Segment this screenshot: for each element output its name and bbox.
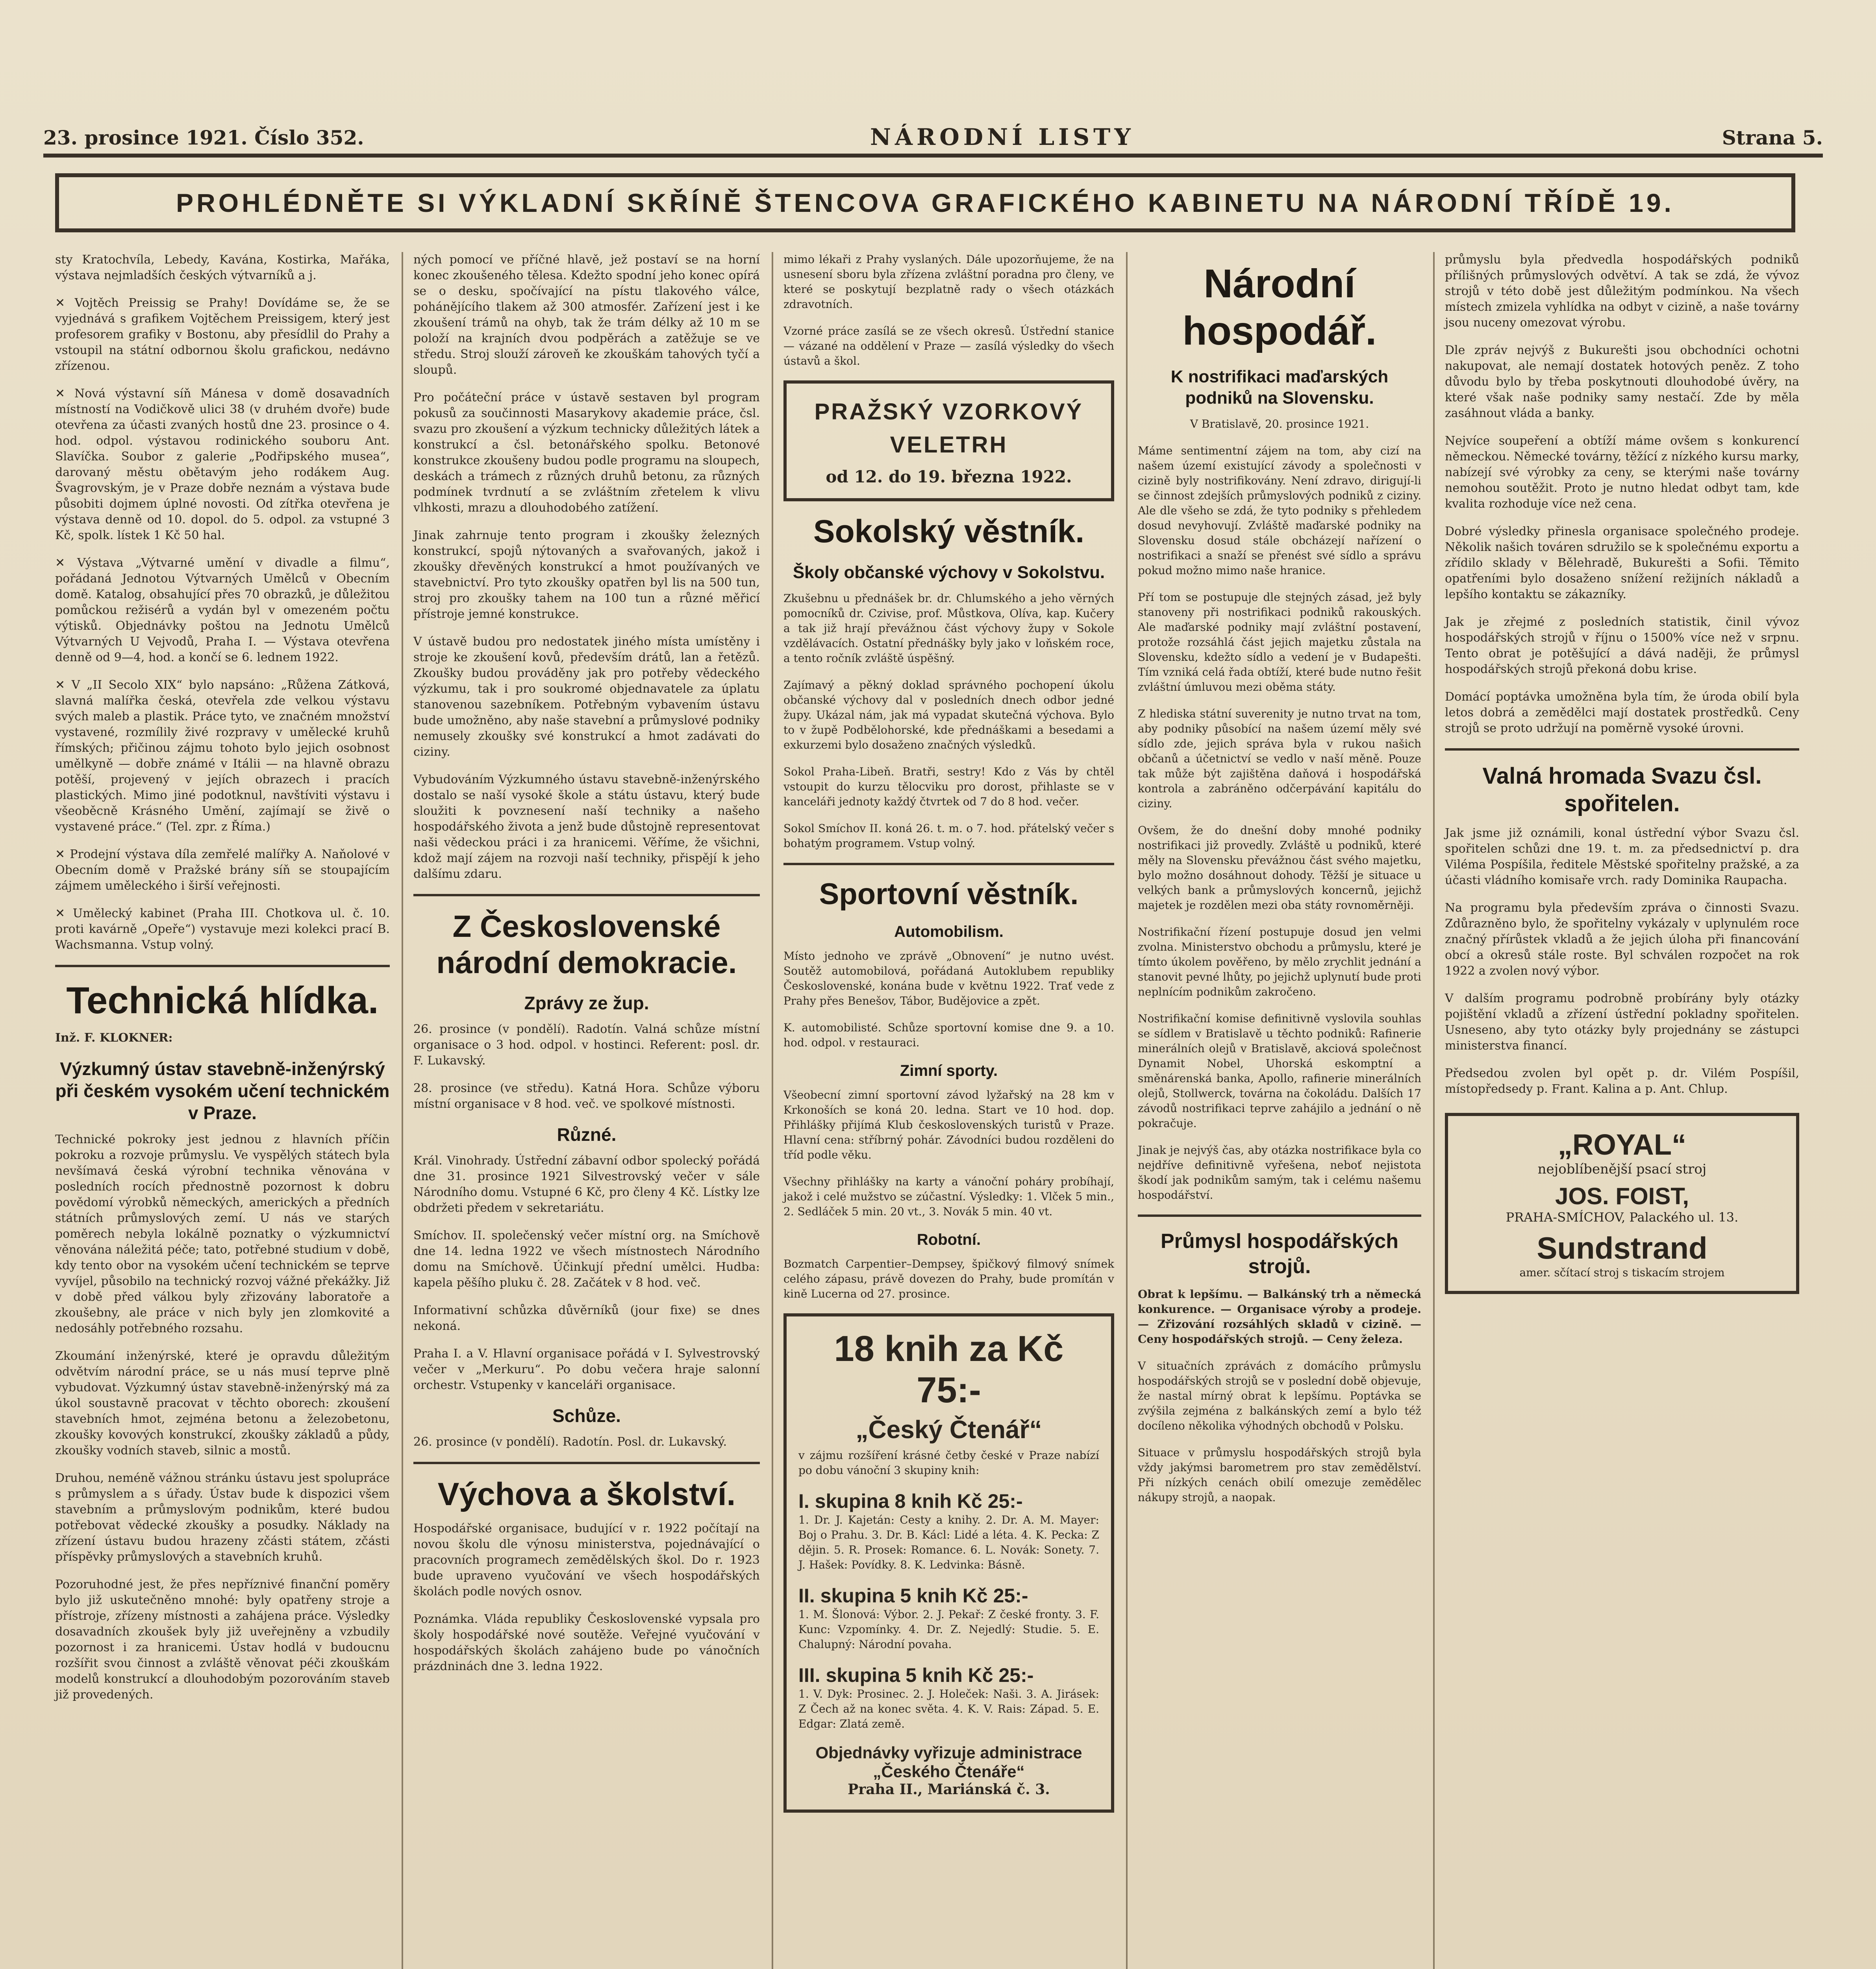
divider (413, 894, 760, 896)
section-heading: Z Československé národní demokracie. (436, 909, 737, 980)
advert-brand: Sundstrand (1537, 1231, 1707, 1265)
advert-text: amer. sčítací stroj s tiskacím strojem (1519, 1266, 1725, 1279)
advert-address: Praha II., Mariánská č. 3. (848, 1781, 1050, 1798)
divider (413, 1462, 760, 1464)
advert-footer: Objednávky vyřizuje administrace „Českého Čtenáře“ (815, 1743, 1082, 1781)
divider (55, 965, 390, 967)
book-list: 1. V. Dyk: Prosinec. 2. J. Holeček: Naši. 3. A. Jirásek: Z Čech až na konec světa. 4. K. V. Rais: Západ. 5. E. Edgar: Zlatá země. (798, 1687, 1099, 1730)
article-subheading: K nostrifikaci maďarských podniků na Slovensku. (1170, 367, 1389, 408)
column-rule (1126, 252, 1128, 1969)
article-text: Jinak zahrnuje tento program i zkoušky železných konstrukcí, spojů nýtovaných a svařovaných, jakož i zkoušky dřevěných konstrukcí a hmot používaných ve stavebnictví. Pro tyto zkoušky opatřen byl lis na 500 tun, stroj pro zkoušky tahem na 100 tun a různé měřicí přístroje jemné konstrukce. (413, 528, 760, 621)
article-subheading: Valná hromada Svazu čsl. spořitelen. (1482, 763, 1762, 816)
article-text: Z hlediska státní suverenity je nutno trvat na tom, aby podniky působící na našem území měly své sídlo zde, jejich správa byla v rukou našich občanů a účetnictví se vedlo v naší měně. Pouze tak může být zajištěna daňová i hospodářská kontrola a zabráněno odčerpávání kapitálu do ciziny. (1138, 707, 1421, 810)
subheading: Různé. (557, 1124, 617, 1145)
article-text: Zkušebnu u přednášek br. dr. Chlumského a jeho věrných pomocníků dr. Czivise, prof. Můstkova, Olíva, kap. Kučery a tak již hrají převážnou část výchovy župy v Sokole vzdělávacích. Ostatní přednášky byly jako v loňském roce, a tento ročník zvláště úspěšný. (783, 592, 1114, 665)
section-heading: Sokolský věstník. (813, 514, 1085, 549)
article-text: Hospodářské organisace, budující v r. 1922 počítají na novou školu dle výnosu ministerstva, pojednávající o pracovních programech zemědělských škol. Do r. 1923 bude upraveno vyučování ve všech hospodářských školách podle nových osnov. (413, 1522, 760, 1598)
article-text: Všeobecní zimní sportovní závod lyžařský na 28 km v Krkonoších se koná 20. ledna. Start ve 10 hod. dop. Přihlášky přijímá Klub československých turistů v Praze. Hlavní cena: stříbrný pohár. Závodníci budou rozděleni do tříd podle věku. (783, 1088, 1114, 1161)
article-text: Na programu byla především zpráva o činnosti Svazu. Zdůrazněno bylo, že spořitelny vykázaly v uplynulém roce značný přírůstek vkladů a že jejich úloha při financování obcí a okresů stále roste. Byl schválen rozpočet na rok 1922 a zvolen nový výbor. (1445, 901, 1799, 978)
article-text: Král. Vinohrady. Ústřední zábavní odbor spolecký pořádá dne 31. prosince 1921 Silvestrovský večer v sále Národního domu. Vstupné 6 Kč, pro členy 4 Kč. Lístky lze obdržeti předem v sekretariátu. (413, 1154, 760, 1215)
article-text: ✕ Nová výstavní síň Mánesa v domě dosavadních místností na Vodičkově ulici 38 (v druhém dvoře) bude otevřena za účasti zvaných hostů dne 23. prosince o 4. hod. odpol. výstavou rodinického souboru Ant. Slavíčka. Soubor z galerie „Podřipského musea“, darovaný městu obětavým jeho rodákem Aug. Švagrovským, je v Praze dobře neznám a výstava bude působiti dojmem úplné novosti. Od zítřka otevřena je výstava denně od 10. dopol. do 5. odpol. za vstupné 3 Kč, spolk. lístek 1 Kč 50 hal. (55, 387, 390, 542)
divider (783, 863, 1114, 865)
article-text: Domácí poptávka umožněna byla tím, že úroda obilí byla letos dobrá a zemědělci mají dostatek prostředků. Ceny strojů se proto udržují na poměrně vysoké úrovni. (1445, 690, 1799, 735)
top-advert-banner: PROHLÉDNĚTE SI VÝKLADNÍ SKŘÍNĚ ŠTENCOVA GRAFICKÉHO KABINETU NA NÁRODNÍ TŘÍDĚ 19. (55, 173, 1795, 232)
article-text: Informativní schůzka důvěrníků (jour fixe) se dnes nekoná. (413, 1303, 760, 1333)
article-text: Situace v průmyslu hospodářských strojů byla vždy jakýmsi barometrem pro stav zemědělství. Při nízkých cenách obilí omezuje zemědělec nákupy strojů, a naopak. (1138, 1446, 1421, 1504)
article-text: Všechny přihlášky na karty a vánoční poháry probíhají, jakož i celé mužstvo se zúčastní. Výsledky: 1. Vlček 5 min., 2. Sedláček 5 min. 20 vt., 3. Novák 5 min. 40 vt. (783, 1175, 1114, 1218)
column-rule (1433, 252, 1435, 1969)
column-2 (413, 252, 760, 1686)
article-text: 26. prosince (v pondělí). Radotín. Valná schůze místní organisace o 3 hod. odpol. v hostinci. Referent: posl. dr. F. Lukavský. (413, 1022, 760, 1068)
dateline: V Bratislavě, 20. prosince 1921. (1190, 417, 1369, 430)
article-text: Jinak je nejvýš čas, aby otázka nostrifikace byla co nejdříve definitivně vyřešena, neboť nejistota škodí jak podnikům samým, tak i celému našemu hospodářství. (1138, 1144, 1421, 1201)
divider (1138, 1214, 1421, 1217)
article-text: Jak je zřejmé z posledních statistik, činil vývoz hospodářských strojů v říjnu o 1500% více než v srpnu. Tento obrat je potěšující a dává naději, že průmysl hospodářských strojů překoná dobu krise. (1445, 615, 1799, 676)
article-text: Dobré výsledky přinesla organisace společného prodeje. Několik našich továren sdružilo se k společnému exportu a zřídilo sklady v Bělehradě, Bukurešti a Sofii. Těmito opatřeními bylo dosaženo snížení režijních nákladů a lepšího kontaktu se zákazníky. (1445, 525, 1799, 601)
article-text: Místo jednoho ve zprávě „Obnovení“ je nutno uvést. Soutěž automobilová, pořádaná Autoklubem republiky Československé, konána bude v květnu 1922. Trať vede z Prahy přes Benešov, Tábor, Budějovice a zpět. (783, 949, 1114, 1007)
column-4 (1138, 252, 1421, 1517)
article-text: 26. prosince (v pondělí). Radotín. Posl. dr. Lukavský. (413, 1435, 727, 1449)
column-rule (772, 252, 773, 1969)
section-heading: Sportovní věstník. (819, 877, 1079, 911)
section-heading: Technická hlídka. (66, 979, 379, 1022)
article-text: Máme sentimentní zájem na tom, aby cizí na našem území existující závody a společnosti v cizině byly nostrifikovány. Není zdravo, dirigují-li se činnost zdejších průmyslových podniků z ciziny. Ale dle všeho se zdá, že tyto podniky s přehledem dosud nevyhovují. Zvláště maďarské podniky na Slovensku dosud stále obcházejí nařízení o nostrifikaci a snaží se přenést své sídlo a správu pokud možno mimo naše hranice. (1138, 444, 1421, 577)
paper-title: NÁRODNÍ LISTY (870, 124, 1135, 150)
article-text: Vybudováním Výzkumného ústavu stavebně-inženýrského dostalo se naší vysoké škole a státu ústavu, který bude sloužiti k povznesení naší techniky a našeho hospodářského života a jenž bude důstojně representovat naši vědeckou práci i za hranicemi. Věříme, že všichni, kdož mají zájem na rozvoji naší techniky, přispějí k jeho dalšímu zdaru. (413, 773, 760, 881)
article-text: Pro počáteční práce v ústavě sestaven byl program pokusů za součinnosti Masarykovy akademie práce, čsl. svazu pro zkoušení a výzkum technicky důležitých látek a konstrukcí a čsl. betonářského spolku. Betonové konstrukce zkoušeny budou podle programu na sloupech, deskách a trámech z různých druhů betonu, za různých podmínek tvrdnutí a se zvláštním zřetelem k vlivu vlhkosti, mrazu a dlouhodobého zatížení. (413, 391, 760, 515)
article-text: Nejvíce soupeření a obtíží máme ovšem s konkurencí německou. Německé továrny, těžící z nízkého kursu marky, nabízejí své výrobky za ceny, se kterými naše továrny nemohou soutěžit. Proto je nutno hledat odbyt tam, kde kvalita rozhoduje více než cena. (1445, 434, 1799, 511)
book-list: 1. Dr. J. Kajetán: Cesty a knihy. 2. Dr. A. M. Mayer: Boj o Prahu. 3. Dr. B. Kácl: Lidé a léta. 4. K. Pecka: Z dějin. 5. R. Prosek: Romance. 6. L. Novák: Sonety. 7. J. Hašek: Povídky. 8. K. Ledvinka: Básně. (798, 1513, 1099, 1571)
article-text: ✕ Výstava „Výtvarné umění v divadle a filmu“, pořádaná Jednotou Výtvarných Umělců v Obecním domě. Katalog, obsahující přes 70 obrazků, je důležitou pomůckou režisérů a vydán byl v omezeném počtu výtisků. Objednávky poštou na Jednotu Umělců Výtvarných U Vejvodů, Praha I. — Výstava otevřena denně od 9—4, hod. a končí se 6. lednem 1922. (55, 556, 390, 664)
article-text: Nostrifikační řízení postupuje dosud jen velmi zvolna. Ministerstvo obchodu a průmyslu, které je tímto úkolem pověřeno, by mělo zrychlit jednání a stanovit pevné lhůty, po jejichž uplynutí bude proti neplnícím podnikům zakročeno. (1138, 925, 1421, 998)
article-text: V ústavě budou pro nedostatek jiného místa umístěny i stroje ke zkoušení kovů, především drátů, lan a řetězů. Zkoušky budou prováděny jak pro potřeby vědeckého výzkumu, tak i pro soukromé objednavatele za úplatu stanovenou sazebníkem. Potřebným vybavením ústavu bude umožněno, aby naše stavební a průmyslové podniky nemusely zkoušky své konstrukcí a hmot zadávati do ciziny. (413, 635, 760, 759)
article-summary: Obrat k lepšímu. — Balkánský trh a německá konkurence. — Organisace výroby a prodeje. — Zřizování rozsáhlých skladů v cizině. — Ceny hospodářských strojů. — Ceny železa. (1138, 1288, 1421, 1346)
subheading: Zimní sporty. (900, 1062, 998, 1079)
subheading: Zprávy ze žup. (524, 993, 649, 1013)
article-text: Poznámka. Vláda republiky Československé vypsala pro školy hospodářské nové soutěže. Veřejné vyučování v hospodářských školách zahájeno bude po vánočních prázdninách dne 3. ledna 1922. (413, 1612, 760, 1673)
article-text: mimo lékaři z Prahy vyslaných. Dále upozorňujeme, že na usnesení sboru byla zřízena zvláštní poradna pro členy, ve které se poskytují bezplatně rady o všech otázkách zdravotních. (783, 253, 1114, 311)
article-text: Bozmatch Carpentier–Dempsey, špičkový filmový snímek celého zápasu, právě dovezen do Prahy, bude promítán v kině Lucerna od 27. prosince. (783, 1257, 1114, 1300)
subheading: Schůze. (552, 1405, 621, 1426)
article-text: Zajímavý a pěkný doklad správného pochopení úkolu občanské výchovy dal v posledních dnech odbor jedné župy. Ukázal nám, jak má vypadat skutečná výchova. Bylo to v župě Podbělohorské, kde přednáškami a besedami a exkurzemi bylo dosaženo značných výsledků. (783, 679, 1114, 751)
column-5 (1445, 252, 1799, 1306)
trade-fair-title: PRAŽSKÝ VZORKOVÝ VELETRH (814, 399, 1083, 458)
article-text: Smíchov. II. společenský večer místní org. na Smíchově dne 14. ledna 1922 ve všech místnostech Národního domu na Smíchově. Účinkují přední umělci. Hudba: kapela pěšího pluku č. 28. Začátek v 8 hod. več. (413, 1229, 760, 1290)
article-text: Pozoruhodné jest, že přes nepříznivé finanční poměry bylo již uskutečněno mnohé: byly opatřeny stroje a přístroje, zřízeny místnosti a zahájena práce. Výsledky dosavadních zkoušek byly již uveřejněny a vzbudily pozornost i za hranicemi. Ústav hodlá v budoucnu rozšířit svou činnost a zvláště věnovat péči zkouškám modelů konstrukcí a dlouhodobým pozorováním staveb již provedených. (55, 1578, 390, 1702)
column-rule (402, 252, 403, 1969)
article-text: Dle zpráv nejvýš z Bukurešti jsou obchodníci ochotni nakupovat, ale nemají dostatek hotových peněz. Z toho důvodu bylo by třeba poskytnouti dlouhodobé úvěry, na které však naše podniky samy nestačí. Zde by měla zasáhnout vláda a banky. (1445, 343, 1799, 420)
article-subheading: Výzkumný ústav stavebně-inženýrský při českém vysokém učení technickém v Praze. (55, 1059, 390, 1123)
masthead (43, 126, 1823, 158)
subheading: Automobilism. (894, 923, 1004, 940)
article-subheading: Průmysl hospodářských strojů. (1161, 1230, 1398, 1278)
article-text: Nostrifikační komise definitivně vyslovila souhlas se sídlem v Bratislavě u těchto podniků: Rafinerie minerálních olejů v Bratislavě, akciová společnost Dynamit Nobel, Uhorská eskomptní a směnárenská banka, Apollo, rafinerie minerálních olejů, Stollwerck, továrna na čokoládu. Dalších 17 závodů nostrifikaci teprve zahájilo a jednání o ně pokračuje. (1138, 1012, 1421, 1130)
book-group: III. skupina 5 knih Kč 25:- (798, 1664, 1034, 1686)
book-advert-title: 18 knih za Kč 75:- (834, 1329, 1064, 1410)
article-text: průmyslu byla předvedla hospodářských podniků přílišných průmyslových odvětví. A tak se zdá, že vývoz strojů v této době jest důležitým podmínkou. Na všech místech zmizela vyhlídka na odbyt v cizině, a naše továrny jsou nuceny omezovat výrobu. (1445, 253, 1799, 330)
article-text: Praha I. a V. Hlavní organisace pořádá v I. Sylvestrovský večer v „Merkuru“. Po dobu večera hraje salonní orchestr. Vstupenky v kanceláři organisace. (413, 1347, 760, 1392)
article-text: Předsedou zvolen byl opět p. dr. Vilém Pospíšil, místopředsedy p. Frant. Kalina a p. Ant. Chlup. (1445, 1066, 1799, 1096)
article-text: Zkoumání inženýrské, které je opravdu důležitým odvětvím národní práce, se u nás musí teprve plně vybudovat. Výzkumný ústav stavebně-inženýrský má za úkol soustavně pracovat v těchto oborech: zkoušení stavebních hmot, zejména betonu a železobetonu, zkoušky kovových konstrukcí, zkoušky základů a půdy, zkoušky vodních staveb, silnic a mostů. (55, 1349, 390, 1457)
book-group: I. skupina 8 knih Kč 25:- (798, 1490, 1023, 1512)
article-text: sty Kratochvíla, Lebedy, Kavána, Kostirka, Mařáka, výstava nejmladších českých výtvarníků a j. (55, 253, 390, 282)
article-text: Pří tom se postupuje dle stejných zásad, jež byly stanoveny při nostrifikaci podniků rakouských. Ale maďarské podniky mají zvláštní postavení, protože rozsáhlá část jejich majetku zůstala na Slovensku, kdežto sídlo a vedení je v Budapešti. Tím vzniká celá řada obtíží, které bude nutno řešit zvláštní úmluvou mezi oběma státy. (1138, 591, 1421, 693)
article-text: ných pomocí ve příčné hlavě, jež postaví se na horní konec zkoušeného tělesa. Kdežto spodní jeho konec opírá se o desku, spočívající na pístu tlakového válce, pohánějícího tlakem až 300 atmosfér. Zařízení jest i ke zkoušení trámů na ohyb, tak že trám délky až 10 m se položí na krajních dvou podpěrách a zatěžuje se ve středu. Stroj slouží zároveň ke zkouškám tahových tyčí a sloupů. (413, 253, 760, 377)
article-text: K. automobilisté. Schůze sportovní komise dne 9. a 10. hod. odpol. v restauraci. (783, 1021, 1114, 1049)
advert-text: v zájmu rozšíření krásné četby české v Praze nabízí po dobu vánoční 3 skupiny knih: (798, 1449, 1099, 1477)
article-text: V situačních zprávách z domácího průmyslu hospodářských strojů se v poslední době objevuje, že nastal mírný obrat k lepšímu. Poptávka se zvýšila zejména z balkánských zemí a bylo též docíleno několika výhodných obchodů v Polsku. (1138, 1359, 1421, 1432)
article-text: ✕ Umělecký kabinet (Praha III. Chotkova ul. č. 10. proti kavárně „Opeře“) vystavuje mezi kolekci prací B. Wachsmanna. Vstup volný. (55, 907, 390, 952)
author: Inž. F. KLOKNER: (55, 1031, 173, 1045)
article-text: ✕ V „II Secolo XIX“ bylo napsáno: „Růžena Zátková, slavná malířka česká, otevřela zde velkou výstavu svých maleb a plastik. Práce tyto, ve značném množství vystavené, rozmílily živé rozpravy v umělecké kruhů římských; přičinou zájmu tohoto bylo jejich osobnost umělkyně — dobře známé v Itálii — na hlavně obrazu potěší, projevený v jejích obrazech i pracích plastických. Mimo jiné podotknul, navštíviti výstavu i všeoběcně Krásného Umění, zajímají se živě o vystavené práce.“ (Tel. zpr. z Říma.) (55, 678, 390, 834)
article-text: V dalším programu podrobně probírány byly otázky pojištění vkladů a zřízení ústřední pokladny spořitelen. Usneseno, aby tyto otázky byly projednány se zástupci ministerstva financí. (1445, 992, 1799, 1053)
book-group: II. skupina 5 knih Kč 25:- (798, 1585, 1028, 1607)
article-text: ✕ Prodejní výstava díla zemřelé malířky A. Naňolové v Obecním domě v Pražské brány síň se stoupajícím zájmem uměleckého i širší veřejnosti. (55, 847, 390, 893)
section-heading: Výchova a školství. (437, 1476, 736, 1512)
section-heading: Národní hospodář. (1182, 261, 1377, 353)
book-advert (783, 1313, 1114, 1813)
book-list: 1. M. Šlonová: Výbor. 2. J. Pekař: Z české fronty. 3. F. Kunc: Vzpomínky. 4. Dr. Z. Nejedlý: Studie. 5. E. Chalupný: Národní povaha. (798, 1608, 1099, 1651)
column-1 (55, 252, 390, 1715)
advert-company: JOS. FOIST, (1555, 1183, 1689, 1209)
advert-address: PRAHA-SMÍCHOV, Palackého ul. 13. (1506, 1210, 1739, 1225)
article-text: Sokol Smíchov II. koná 26. t. m. o 7. hod. přátelský večer s bohatým programem. Vstup volný. (783, 822, 1114, 850)
article-text: Ovšem, že do dnešní doby mnohé podniky nostrifikaci již provedly. Zvláště u podniků, které měly na Slovensku převážnou část svého majetku, bylo možno dosáhnout dohody. Těžší je situace u velkých bank a průmyslových koncernů, jejichž majetek je rozdělen mezi oba státy rovnoměrněji. (1138, 824, 1421, 912)
column-3 (783, 252, 1114, 1824)
article-text: Druhou, neméně vážnou stránku ústavu jest spolupráce s průmyslem a s úřady. Ústav bude k dispozici všem stavebním a průmyslovým podnikům, které budou potřebovat vědecké zkoušky a posudky. Náklady na zřízení ústavu budou hrazeny zčásti státem, zčásti příspěvky průmyslových a stavebních kruhů. (55, 1471, 390, 1564)
trade-fair-advert (783, 380, 1114, 501)
article-text: Sokol Praha-Libeň. Bratři, sestry! Kdo z Vás by chtěl vstoupit do kurzu tělocviku pro dorost, přihlaste se v kanceláři jednoty každý čtvrtek od 7 do 8 hod. večer. (783, 765, 1114, 808)
article-text: Vzorné práce zasílá se ze všech okresů. Ústřední stanice — vázané na oddělení v Praze — zasílá výsledky do všech ústavů a škol. (783, 324, 1114, 367)
issue-date: 23. prosince 1921. Číslo 352. (43, 126, 364, 149)
article-text: Technické pokroky jest jednou z hlavních příčin pokroku a rozvoje průmyslu. Ve vyspělých státech byla nevšímavá česká výrobní technika věnována v posledních rocích přednostně pozornost k dobru povědomí výrobků německých, amerických a předních státních průmyslových zemí. U nás ve starých poměrech nebyla lokálně poznatky o výzkumnictví věnována náležitá péče; tato, potřebné studium v době, kdy tento obor na vysokém učení technickém se teprve vyvíjel, působilo na technický rozvoj vážné překážky. Již v době před válkou byly zřizovány laboratoře a zkoušebny, ale práce v nich byly jen zlomkovité a nedosáhly potřebného rozsahu. (55, 1133, 390, 1335)
trade-fair-dates: od 12. do 19. března 1922. (826, 467, 1072, 486)
article-text: 28. prosince (ve středu). Katná Hora. Schůze výboru místní organisace v 8 hod. več. ve spolkové místnosti. (413, 1081, 760, 1111)
typewriter-advert (1445, 1113, 1799, 1294)
subheading: Robotní. (917, 1231, 981, 1248)
subheading: Školy občanské výchovy v Sokolstvu. (793, 563, 1105, 582)
advert-brand: „ROYAL“ (1557, 1128, 1687, 1161)
article-text: ✕ Vojtěch Preissig se Prahy! Dovídáme se, že se vyjednává s grafikem Vojtěchem Preissigem, který jest profesorem grafiky v Bostonu, aby přesídlil do Prahy a vstoupil na státní odbornou školu grafickou, nedávno zřízenou. (55, 296, 390, 373)
divider (1445, 748, 1799, 751)
article-text: Jak jsme již oznámili, konal ústřední výbor Svazu čsl. spořitelen schůzi dne 19. t. m. za předsednictví p. dra Viléma Pospíšila, ředitele Městské spořitelny pražské, a za účasti vládního komisaře vrch. rady Dominika Raupacha. (1445, 826, 1799, 887)
book-advert-publisher: „Český Čtenář“ (856, 1415, 1042, 1444)
page-number: Strana 5. (1722, 126, 1823, 149)
advert-text: nejoblíbenější psací stroj (1537, 1161, 1707, 1177)
